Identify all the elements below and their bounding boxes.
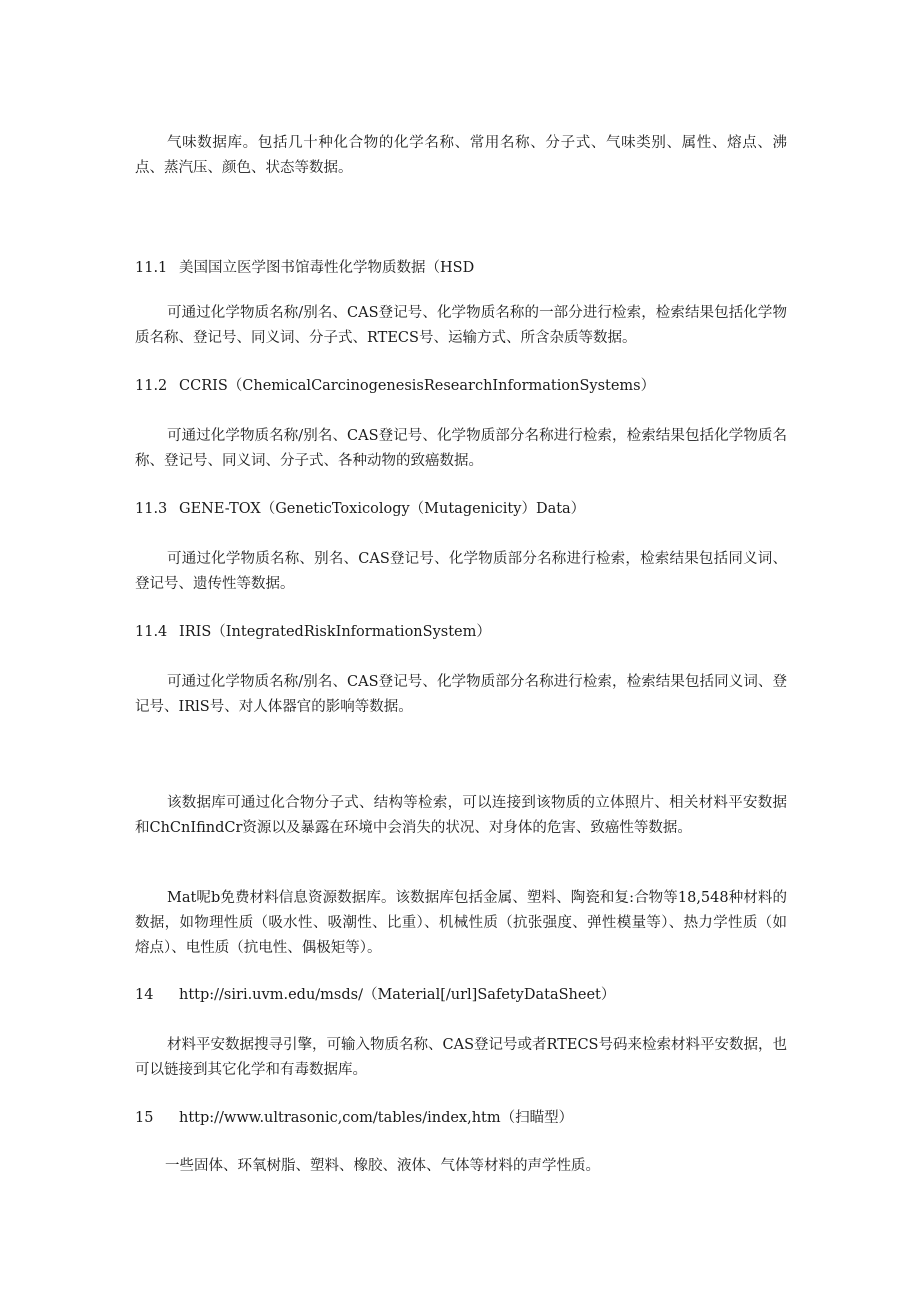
heading-text: CCRIS（ChemicalCarcinogenesisResearchInformationSystems） [179, 378, 656, 394]
paragraph-chemfinder: 该数据库可通过化合物分子式、结构等检索，可以连接到该物质的立体照片、相关材料平安数据和ChCnIfindCr资源以及暴露在环境中会消失的状况、对身体的危害、致癌性等数据。 [135, 795, 787, 836]
heading-text: GENE-TOX（GeneticToxicology（Mutagenicity）Data） [179, 501, 586, 517]
paragraph-acoustic: 一些固体、环氧树脂、塑料、橡胶、液体、气体等材料的声学性质。 [165, 1158, 600, 1174]
heading-number: 11.3 [135, 501, 168, 517]
paragraph-msds: 材料平安数据搜寻引擎，可输入物质名称、CAS登记号或者RTECS号码来检索材料平安数据，也可以链接到其它化学和有毒数据库。 [135, 1037, 787, 1078]
paragraph-odor-database: 气味数据库。包括几十种化合物的化学名称、常用名称、分子式、气味类别、属性、熔点、沸点、蒸汽压、颜色、状态等数据。 [135, 135, 787, 176]
heading-text: http://siri.uvm.edu∕msds∕（Material[∕url]SafetyDataSheet） [179, 987, 616, 1003]
paragraph-gene-tox: 可通过化学物质名称、别名、CAS登记号、化学物质部分名称进行检索，检索结果包括同义词、登记号、遗传性等数据。 [135, 551, 787, 592]
heading-number: 11.4 [135, 624, 168, 640]
heading-11-2 [135, 374, 787, 399]
heading-text: 美国国立医学图书馆毒性化学物质数据（HSD [179, 260, 475, 276]
paragraph-matweb: Mat呢b免费材料信息资源数据库。该数据库包括金属、塑料、陶瓷和复:合物等18,548种材料的数据，如物理性质（吸水性、吸潮性、比重）、机械性质（抗张强度、弹性模量等）、热力学性质（如熔点）、电性质（抗电性、偶极矩等）。 [135, 890, 787, 956]
heading-11-4 [135, 620, 787, 645]
heading-text: http://www.ultrasonic,com∕tables∕index,htm（扫瞄型） [179, 1110, 574, 1126]
heading-11-3 [135, 497, 787, 522]
heading-number: 11.1 [135, 260, 168, 276]
heading-number: 14 [135, 987, 154, 1003]
heading-15 [135, 1106, 787, 1131]
heading-number: 11.2 [135, 378, 168, 394]
heading-number: 15 [135, 1110, 154, 1126]
heading-14 [135, 983, 787, 1008]
paragraph-iris: 可通过化学物质名称/别名、CAS登记号、化学物质部分名称进行检索，检索结果包括同义词、登记号、IRlS号、对人体器官的影响等数据。 [135, 674, 787, 715]
heading-11-1 [135, 256, 787, 281]
paragraph-hsd: 可通过化学物质名称/别名、CAS登记号、化学物质名称的一部分进行检索，检索结果包括化学物质名称、登记号、同义词、分子式、RTECS号、运输方式、所含杂质等数据。 [135, 305, 787, 346]
paragraph-ccris: 可通过化学物质名称/别名、CAS登记号、化学物质部分名称进行检索，检索结果包括化学物质名称、登记号、同义词、分子式、各种动物的致癌数据。 [135, 428, 787, 469]
heading-text: IRIS（IntegratedRiskInformationSystem） [179, 624, 491, 640]
